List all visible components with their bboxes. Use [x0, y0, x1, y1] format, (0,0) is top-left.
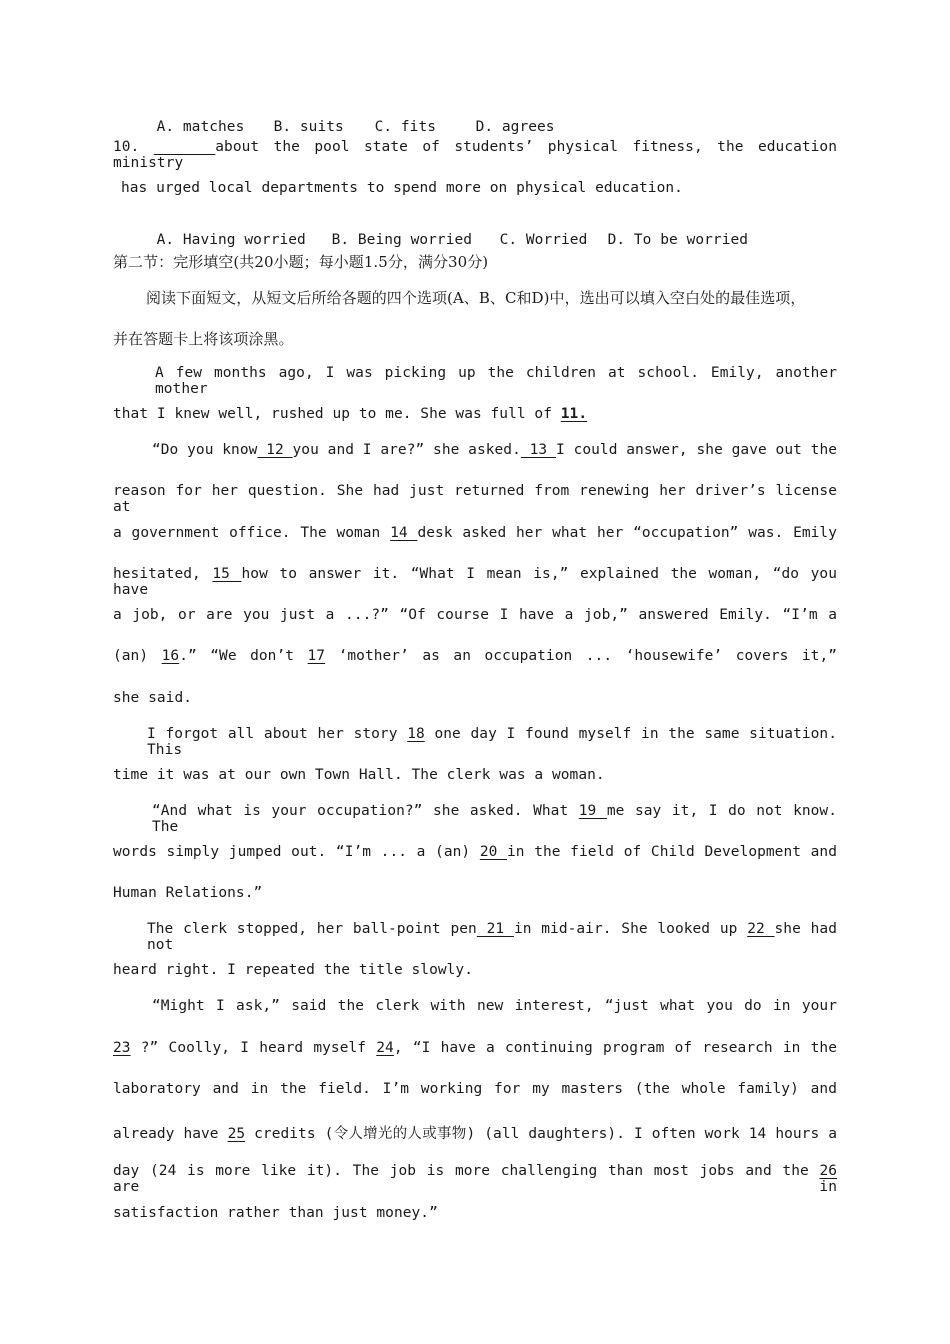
- q9-option-d: D. agrees: [475, 119, 555, 135]
- passage-line: [113, 1122, 837, 1143]
- passage-text: I could answer, she gave out the: [556, 442, 838, 458]
- blank-14: 14: [390, 525, 418, 541]
- passage-text: , “I have a continuing program of research in the: [393, 1040, 837, 1056]
- passage-text: words simply jumped out. “I’m ... a (an): [113, 844, 480, 860]
- passage-line: heard right. I repeated the title slowly.: [113, 962, 473, 978]
- blank-16: 16: [161, 648, 180, 664]
- q10-option-c: C. Worried: [499, 232, 588, 248]
- passage-text: “And what is your occupation?” she asked. What: [152, 803, 579, 819]
- blank-24: 24: [376, 1040, 394, 1056]
- passage-text: hesitated,: [113, 566, 213, 582]
- passage-text: (an): [113, 648, 162, 664]
- passage-text: ‘mother’ as an occupation ... ‘housewife’ covers it,”: [325, 648, 838, 664]
- blank-17: 17: [307, 648, 326, 664]
- q9-option-c: C. fits: [374, 119, 437, 135]
- passage-text: a government office. The woman: [113, 525, 391, 541]
- passage-line: [113, 406, 837, 422]
- passage-text: are in: [113, 1179, 837, 1195]
- passage-text: .” “We don’t: [179, 648, 308, 664]
- q10-number: 10.: [113, 139, 140, 155]
- section-instruction-1: 阅读下面短文，从短文后所给各题的四个选项(A、B、C和D)中，选出可以填入空白处的最佳选项，: [146, 289, 806, 307]
- passage-line: [152, 803, 837, 835]
- passage-text: ?” Coolly, I heard myself: [130, 1040, 377, 1056]
- blank-26: 26: [819, 1163, 837, 1179]
- passage-text: I forgot all about her story: [147, 726, 408, 742]
- passage-line: time it was at our own Town Hall. The clerk was a woman.: [113, 767, 605, 783]
- passage-line: she said.: [113, 690, 193, 706]
- passage-text: in mid-air. She looked up: [513, 921, 748, 937]
- passage-line: A few months ago, I was picking up the children at school. Emily, another mother: [155, 365, 837, 397]
- passage-line: Human Relations.”: [113, 885, 263, 901]
- passage-text: in the field of Child Development and: [507, 844, 837, 860]
- passage-line: [147, 921, 837, 953]
- passage-line: “Might I ask,” said the clerk with new interest, “just what you do in your: [152, 998, 837, 1014]
- q10-option-d: D. To be worried: [607, 232, 749, 248]
- q10-text-1: about the pool state of students’ physical fitness, the education ministry: [113, 139, 837, 171]
- passage-line: [113, 648, 837, 664]
- blank-18: 18: [407, 726, 425, 742]
- q9-option-a: A. matches: [156, 119, 245, 135]
- passage-text: she had not: [147, 921, 837, 953]
- passage-text: “Do you know: [152, 442, 258, 458]
- blank-11: 11.: [560, 406, 588, 422]
- blank-22: 22: [747, 921, 775, 937]
- passage-line: [113, 525, 837, 541]
- passage-text: already have: [113, 1126, 228, 1142]
- q10-stem-line2: has urged local departments to spend more on physical education.: [121, 180, 683, 196]
- q10-options: [139, 216, 863, 248]
- passage-line: satisfaction rather than just money.”: [113, 1205, 438, 1221]
- section-instruction-2: 并在答题卡上将该项涂黑。: [113, 330, 294, 348]
- q10-option-b: B. Being worried: [331, 232, 473, 248]
- passage-text: day (24 is more like it). The job is more challenging than most jobs and the: [113, 1163, 820, 1179]
- blank-15: 15: [212, 566, 242, 582]
- passage-line: [152, 442, 837, 458]
- q9-options: [139, 103, 863, 135]
- passage-text: you and I are?” she asked.: [292, 442, 521, 458]
- q10-option-a: A. Having worried: [156, 232, 306, 248]
- passage-text: how to answer it. “What I mean is,” explained the woman, “do you have: [113, 566, 837, 598]
- passage-line: laboratory and in the field. I’m working for my masters (the whole family) and: [113, 1081, 837, 1097]
- passage-text: desk asked her what her “occupation” was. Emily: [417, 525, 837, 541]
- passage-line: [113, 1163, 837, 1195]
- blank-25: 25: [227, 1126, 246, 1142]
- passage-text: The clerk stopped, her ball-point pen: [147, 921, 477, 937]
- blank-12: 12: [257, 442, 293, 458]
- passage-text: me say it, I do not know. The: [152, 803, 837, 835]
- section-title: 第二节：完形填空(共20小题；每小题1.5分，满分30分): [113, 253, 489, 271]
- passage-line: a job, or are you just a ...?” “Of course I have a job,” answered Emily. “I’m a: [113, 607, 837, 623]
- passage-line: reason for her question. She had just returned from renewing her driver’s license at: [113, 483, 837, 515]
- blank-20: 20: [479, 844, 508, 860]
- passage-line: [113, 844, 837, 860]
- passage-text: that I knew well, rushed up to me. She was full of: [113, 406, 561, 422]
- passage-text: one day I found myself in the same situation. This: [147, 726, 837, 758]
- q9-option-b: B. suits: [273, 119, 344, 135]
- blank-19: 19: [578, 803, 607, 819]
- passage-text: credits (令人增光的人或事物) (all daughters). I often work 14 hours a: [245, 1126, 837, 1142]
- q10-stem-line1: [113, 139, 837, 171]
- blank-23: 23: [113, 1040, 131, 1056]
- blank-13: 13: [520, 442, 556, 458]
- q10-blank: _______: [153, 139, 216, 155]
- passage-line: [147, 726, 837, 758]
- passage-line: [113, 566, 837, 598]
- blank-21: 21: [476, 921, 514, 937]
- passage-line: [113, 1040, 837, 1056]
